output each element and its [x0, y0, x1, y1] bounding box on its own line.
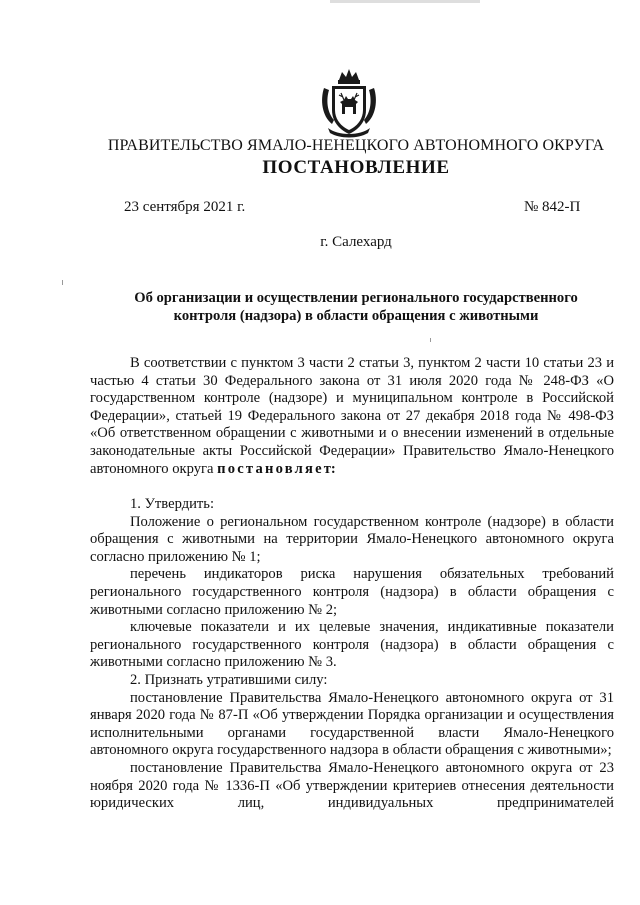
item-1-b: перечень индикаторов риска нарушения обязательных требований регионального государственного контроля (надзора) в области обращения с животными согласно приложению № 2;: [90, 566, 614, 618]
title-line-1: Об организации и осуществлении регионального государственного: [134, 290, 578, 306]
document-number: № 842-П: [524, 199, 581, 215]
item-2-heading: 2. Признать утратившими силу:: [130, 671, 328, 688]
document-type: ПОСТАНОВЛЕНИЕ: [262, 157, 450, 178]
item-2-b: постановление Правительства Ямало-Ненецкого автономного округа от 23 ноября 2020 года № 1336-П «Об утверждении критериев отнесения деятельности юридических лиц, индивидуальных предпринимателей: [90, 759, 614, 812]
scan-speck: [62, 280, 63, 285]
scan-speck: [430, 338, 431, 342]
decree-word: постановляе: [217, 460, 324, 477]
item-1-heading: 1. Утвердить:: [130, 496, 215, 512]
document-city: г. Салехард: [320, 234, 392, 250]
document-date: 23 сентября 2021 г.: [124, 199, 246, 215]
preamble-paragraph: [90, 355, 614, 478]
coat-of-arms-icon: [318, 66, 380, 140]
item-1-c: ключевые показатели и их целевые значения, индикативные показатели регионального государственного контроля (надзора) в области обращения с животными согласно приложению № 3.: [90, 619, 614, 671]
preamble-text: В соответствии с пунктом 3 части 2 статьи 3, пунктом 2 части 10 статьи 23 и частью 4 статьи 30 Федерального закона от 31 июля 2020 года № 248-ФЗ «О государственном контроле (надзоре) и муниципальном контроле в Российской Федерации», статьей 19 Федерального закона от 27 декабря 2018 года № 498-ФЗ «Об ответственном обращении с животными и о внесении изменений в отдельные законодательные акты Российской Федерации» Правительство Ямало-Ненецкого автономного округа: [90, 355, 614, 477]
document-title: [100, 289, 612, 325]
item-1-a: Положение о региональном государственном контроле (надзоре) в области обращения с животными на территории Ямало-Ненецкого автономного округа согласно приложению № 1;: [90, 513, 614, 565]
decree-items: [90, 496, 614, 813]
item-2-a: постановление Правительства Ямало-Ненецкого автономного округа от 31 января 2020 года № 87-П «Об утверждении Порядка организации и осуществления исполнительными органами государственной власти Ямало-Ненецкого автономного округа государственного надзора в области обращения с животными»;: [90, 689, 614, 759]
government-name: ПРАВИТЕЛЬСТВО ЯМАЛО-НЕНЕЦКОГО АВТОНОМНОГО ОКРУГА: [107, 137, 605, 154]
title-line-2: контроля (надзора) в области обращения с животными: [173, 308, 539, 324]
decree-word-tail: т:: [323, 460, 336, 477]
scan-edge-line: [330, 0, 480, 3]
